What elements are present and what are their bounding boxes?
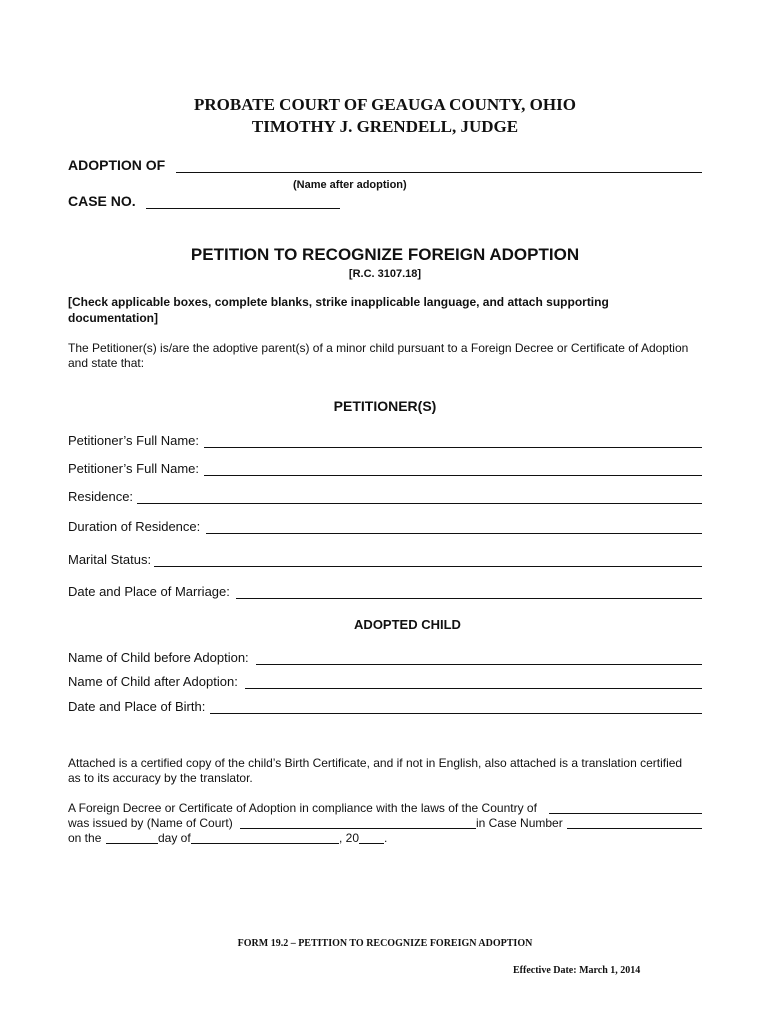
case-no-label: CASE NO. [68, 193, 136, 209]
duration-of-residence-label: Duration of Residence: [68, 519, 201, 534]
residence-field[interactable] [137, 503, 702, 504]
decree-line-1: A Foreign Decree or Certificate of Adoption in compliance with the laws of the Country of [68, 801, 537, 815]
child-birth-date-place-field[interactable] [210, 713, 702, 714]
instructions-line-1: [Check applicable boxes, complete blanks, strike inapplicable language, and attach supporting [68, 295, 609, 309]
decree-year-field[interactable] [359, 843, 384, 844]
child-birth-date-place-label: Date and Place of Birth: [68, 699, 206, 714]
petitioner-1-name-field[interactable] [204, 447, 702, 448]
day-of-label: day of [158, 831, 191, 845]
court-name-field[interactable] [240, 828, 476, 829]
duration-of-residence-field[interactable] [206, 533, 702, 534]
country-field[interactable] [549, 813, 702, 814]
instructions-line-2: documentation] [68, 311, 158, 325]
marriage-date-place-label: Date and Place of Marriage: [68, 584, 230, 599]
decree-day-field[interactable] [106, 843, 158, 844]
case-number-label: in Case Number [476, 816, 563, 830]
marital-status-field[interactable] [154, 566, 702, 567]
petitioners-heading: PETITIONER(S) [333, 398, 437, 414]
child-name-after-field[interactable] [245, 688, 702, 689]
petitioner-2-name-field[interactable] [204, 475, 702, 476]
attachment-line-2: as to its accuracy by the translator. [68, 771, 253, 785]
child-name-after-label: Name of Child after Adoption: [68, 674, 238, 689]
petitioner-2-name-label: Petitioner’s Full Name: [68, 461, 200, 476]
form-title: PETITION TO RECOGNIZE FOREIGN ADOPTION [190, 245, 580, 264]
attachment-line-1: Attached is a certified copy of the child’s Birth Certificate, and if not in English, also attached is a translation certified [68, 756, 683, 770]
year-prefix-label: , 20 [339, 831, 360, 845]
decree-period: . [384, 831, 388, 845]
child-name-before-label: Name of Child before Adoption: [68, 650, 249, 665]
form-footer: FORM 19.2 – PETITION TO RECOGNIZE FOREIGN ADOPTION [237, 938, 533, 949]
marital-status-label: Marital Status: [68, 552, 152, 567]
adoption-name-field[interactable] [176, 172, 702, 173]
court-name: PROBATE COURT OF GEAUGA COUNTY, OHIO [194, 95, 576, 114]
residence-label: Residence: [68, 489, 134, 504]
marriage-date-place-field[interactable] [236, 598, 702, 599]
case-number-field[interactable] [146, 208, 340, 209]
decree-month-field[interactable] [191, 843, 339, 844]
intro-line-2: and state that: [68, 356, 145, 370]
foreign-case-number-field[interactable] [567, 828, 702, 829]
on-the-label: on the [68, 831, 102, 845]
adopted-child-heading: ADOPTED CHILD [354, 617, 461, 632]
name-after-adoption-note: (Name after adoption) [293, 179, 407, 191]
judge-name: TIMOTHY J. GRENDELL, JUDGE [251, 117, 519, 136]
effective-date: Effective Date: March 1, 2014 [513, 965, 641, 976]
petitioner-1-name-label: Petitioner’s Full Name: [68, 433, 200, 448]
intro-line-1: The Petitioner(s) is/are the adoptive parent(s) of a minor child pursuant to a Foreign Decree or Certificate of Adoption [68, 341, 689, 355]
child-name-before-field[interactable] [256, 664, 702, 665]
issued-by-label: was issued by (Name of Court) [68, 816, 233, 830]
statute-reference: [R.C. 3107.18] [348, 268, 422, 280]
adoption-of-label: ADOPTION OF [68, 157, 166, 173]
